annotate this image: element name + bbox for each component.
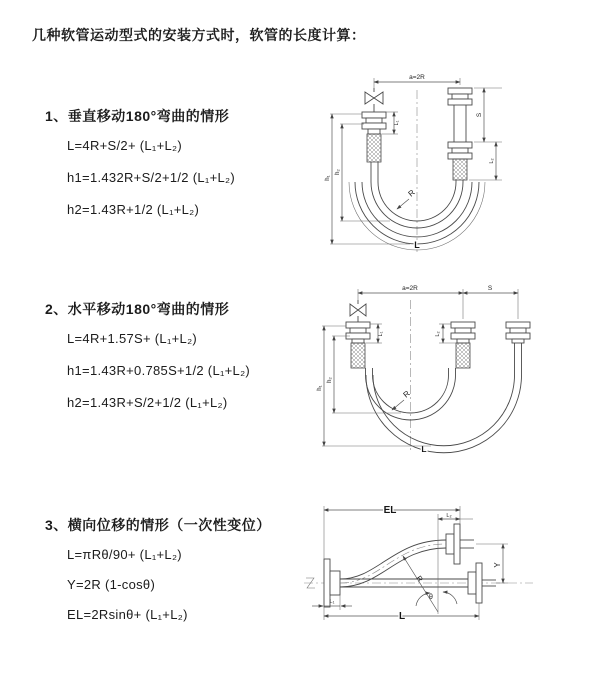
- section-3-heading: 3、横向位移的情形（一次性变位）: [45, 517, 271, 533]
- h2-label: h₂: [335, 169, 341, 175]
- l2-label: L₂: [446, 513, 452, 519]
- formula-line: L=πRθ/90+ (L₁+L₂): [67, 547, 182, 562]
- dimension-h1: [325, 114, 410, 244]
- l1-label: L₁: [378, 331, 384, 337]
- l2-label: L₂: [489, 158, 495, 164]
- dimension-l2: [438, 513, 473, 519]
- formula-line: h2=1.43R+S/2+1/2 (L₁+L₂): [67, 395, 228, 410]
- left-flange: [362, 112, 386, 162]
- page-title: 几种软管运动型式的安装方式时，软管的长度计算：: [32, 27, 366, 43]
- a2r-label: a=2R: [402, 285, 418, 292]
- diagram-lateral-displacement: [298, 498, 566, 638]
- radius-annotation: [403, 556, 438, 612]
- diagram-horizontal-180-bend: [306, 280, 554, 458]
- formula-line: EL=2Rsinθ+ (L₁+L₂): [67, 607, 188, 622]
- middle-flange: [451, 322, 475, 368]
- y-label: Y: [493, 562, 502, 568]
- right-flange-upper: [448, 88, 472, 142]
- radius-annotation: [392, 389, 412, 410]
- dimension-h2: [335, 124, 390, 221]
- valve-icon: [350, 300, 366, 322]
- formula-line: h1=1.43R+0.785S+1/2 (L₁+L₂): [67, 363, 251, 378]
- a2r-label: a=2R: [409, 74, 425, 81]
- h2-label: h₂: [327, 377, 333, 383]
- right-flange: [506, 322, 530, 375]
- dimension-s: [469, 88, 502, 180]
- dimension-el: [324, 505, 460, 559]
- braid-section: [453, 159, 467, 180]
- length-label: L: [421, 444, 427, 454]
- dimension-a2r: [374, 74, 460, 88]
- theta-annotation: [416, 592, 457, 606]
- diagram-vertical-180-bend: [312, 68, 544, 260]
- hose-curves: [366, 368, 522, 453]
- right-flange-lower: [448, 142, 472, 180]
- formula-line: L=4R+S/2+ (L₁+L₂): [67, 138, 182, 153]
- dimension-l1: [312, 595, 352, 610]
- radius-label: R: [406, 187, 417, 199]
- formula-line: Y=2R (1-cosθ): [67, 577, 156, 592]
- section-2-heading: 2、水平移动180°弯曲的情形: [45, 301, 230, 317]
- l1-label: L₁: [394, 120, 400, 126]
- dimension-a2r: [358, 285, 518, 319]
- left-flange: [346, 322, 370, 368]
- length-label: L: [398, 611, 406, 622]
- braid-section: [351, 343, 365, 368]
- valve-icon: [365, 88, 383, 112]
- formula-line: L=4R+1.57S+ (L₁+L₂): [67, 331, 198, 346]
- braid-section: [367, 134, 381, 162]
- radius-label: R: [414, 573, 425, 584]
- formula-line: h2=1.43R+1/2 (L₁+L₂): [67, 202, 200, 217]
- formula-line: h1=1.432R+S/2+1/2 (L₁+L₂): [67, 170, 235, 185]
- section-1-heading: 1、垂直移动180°弯曲的情形: [45, 108, 230, 124]
- l1-label: L₁: [329, 599, 335, 605]
- s-label: S: [476, 112, 483, 118]
- h1-label: h₁: [317, 385, 323, 391]
- s-label: S: [487, 285, 493, 292]
- length-label: L: [414, 240, 420, 250]
- top-right-flange: [446, 524, 474, 564]
- dimension-s: [463, 285, 518, 293]
- dimension-l2: [489, 142, 496, 180]
- theta-label: θ: [429, 594, 433, 601]
- l2-label: L₂: [435, 331, 441, 337]
- radius-annotation: [397, 188, 417, 209]
- radius-label: R: [401, 388, 412, 400]
- h1-label: h₁: [325, 175, 331, 181]
- el-label: EL: [383, 505, 397, 516]
- braid-section: [456, 343, 470, 368]
